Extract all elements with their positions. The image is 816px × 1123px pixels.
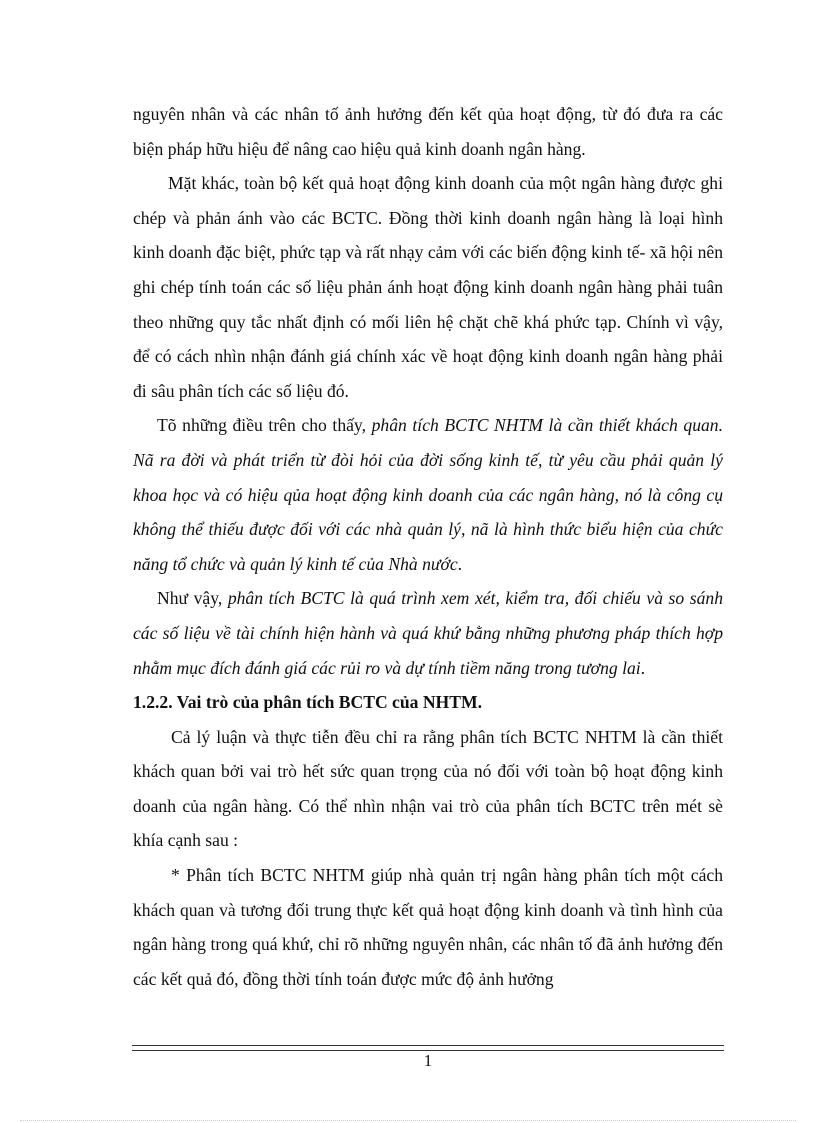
- page-bottom-border: [20, 1120, 796, 1121]
- paragraph: * Phân tích BCTC NHTM giúp nhà quản trị ngân hàng phân tích một cách khách quan và tương đối trung thực kết quả hoạt động kinh doanh và tình hình của ngân hàng trong quá khứ, chỉ rõ những nguyên nhân, các nhân tố đã ảnh hưởng đến các kết quả đó, đồng thời tính toán được mức độ ảnh hưởng: [133, 865, 723, 989]
- paragraph: [133, 408, 723, 581]
- paragraph-end: .: [640, 657, 646, 678]
- paragraph-continuation: nguyên nhân và các nhân tố ảnh hưởng đến kết qủa hoạt động, từ đó đưa ra các biện pháp hữu hiệu để nâng cao hiệu quả kinh doanh ngân hàng.: [133, 104, 723, 159]
- paragraph: [133, 581, 723, 685]
- paragraph-emphasis: phân tích BCTC là quá trình xem xét, kiểm tra, đối chiếu và so sánh các số liệu về tài chính hiện hành và quá khứ bằng những phương pháp thích hợp nhằm mục đích đánh giá các rủi ro và dự tính tiềm năng trong tương lai: [133, 588, 723, 678]
- paragraph-emphasis: phân tích BCTC NHTM là cần thiết khách quan. Nã ra đời và phát triển từ đòi hỏi của đời sống kinh tế, từ yêu cầu phải quản lý khoa học và có hiệu qủa hoạt động kinh doanh của các ngân hàng, nó là công cụ không thể thiếu được đối với các nhà quản lý, nã là hình thức biểu hiện của chức năng tổ chức và quản lý kinh tế của Nhà nước: [133, 415, 723, 574]
- section-heading: 1.2.2. Vai trò của phân tích BCTC của NHTM.: [133, 692, 482, 713]
- paragraph-lead: Như vậy,: [157, 588, 228, 609]
- paragraph-lead: Tõ những điều trên cho thấy,: [157, 415, 372, 436]
- paragraph-end: .: [457, 553, 463, 574]
- body-text: [133, 97, 723, 996]
- page-number: 1: [423, 1051, 433, 1070]
- paragraph: Mặt khác, toàn bộ kết quả hoạt động kinh doanh của một ngân hàng được ghi chép và phản ánh vào các BCTC. Đồng thời kinh doanh ngân hàng là loại hình kinh doanh đặc biệt, phức tạp và rất nhạy cảm với các biến động kinh tế- xã hội nên ghi chép tính toán các số liệu phản ánh hoạt động kinh doanh ngân hàng phải tuân theo những quy tắc nhất định có mối liên hệ chặt chẽ khá phức tạp. Chính vì vậy, để có cách nhìn nhận đánh giá chính xác về hoạt động kinh doanh ngân hàng phải đi sâu phân tích các số liệu đó.: [133, 173, 723, 401]
- paragraph: Cả lý luận và thực tiễn đều chỉ ra rằng phân tích BCTC NHTM là cần thiết khách quan bởi vai trò hết sức quan trọng của nó đối với toàn bộ hoạt động kinh doanh của ngân hàng. Có thể nhìn nhận vai trò của phân tích BCTC trên mét sè khía cạnh sau :: [133, 726, 723, 851]
